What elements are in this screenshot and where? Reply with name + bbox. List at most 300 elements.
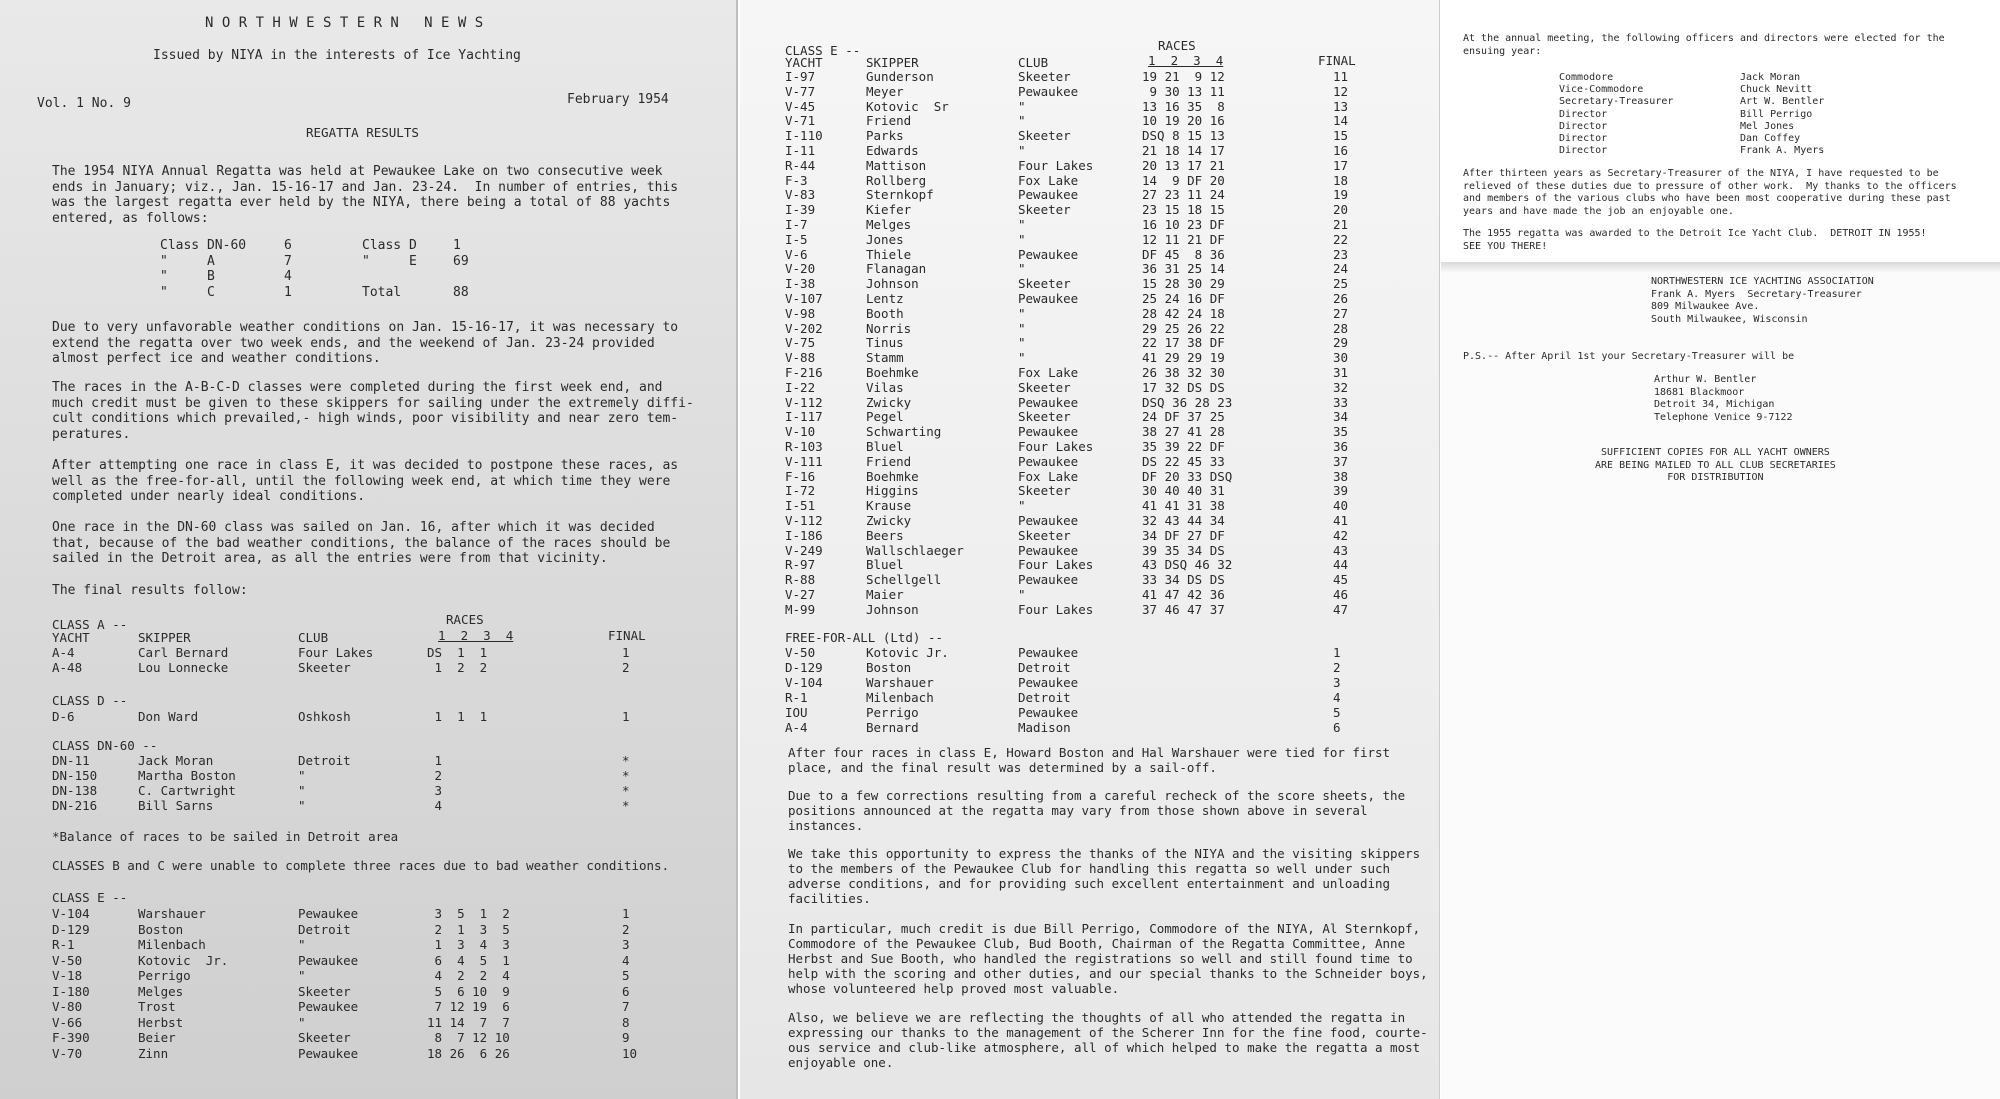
races-cell: 43 DSQ 46 32 [1142,557,1233,573]
final-cell: 7 [622,999,630,1014]
officer-title: Secretary-Treasurer [1559,96,1674,108]
club-cell: Pewaukee [1018,187,1079,203]
yacht-cell: I-51 [785,498,816,514]
club-cell: Detroit [298,753,351,768]
yacht-cell: DN-11 [52,753,90,768]
races-cell: 28 42 24 18 [1142,305,1225,321]
final-cell: 23 [1333,246,1349,262]
club-cell: Skeeter [298,1030,351,1045]
club-cell: Pewaukee [298,999,359,1014]
yacht-cell: F-16 [785,468,816,484]
yacht-cell: V-75 [785,335,816,351]
club-cell: Skeeter [298,660,351,675]
final-cell: 39 [1333,483,1349,499]
ffa-title: FREE-FOR-ALL (Ltd) -- [785,630,944,645]
entry-cell: Total [362,284,402,300]
races-cell: DS 22 45 33 [1142,453,1225,469]
club-cell: Four Lakes [1018,439,1094,454]
skipper-cell: Bill Sarns [138,798,214,813]
skipper-cell: Tinus [866,335,904,351]
yacht-cell: M-99 [785,601,816,617]
final-cell: 6 [622,983,630,999]
section-heading: REGATTA RESULTS [306,125,419,140]
skipper-cell: Krause [866,498,912,514]
skipper-cell: Jones [866,231,904,247]
final-cell: 41 [1333,513,1349,528]
skipper-cell: Beers [866,527,904,543]
club-cell: " [1018,305,1026,321]
skipper-cell: Herbst [138,1014,184,1030]
credit-paragraph: In particular, much credit is due Bill Perrigo, Commodore of the NIYA, Al Sternkopf, Commodore of the Pewaukee Club, Bud Booth, Chairman of the Regatta Committee, Anne Herbst and Sue Booth, who handled the registrations so well and still found time to help with the scoring and other duties, and our special thanks to the Schneider boys, whose volunteered help proved most valuable. [788,921,1428,996]
entry-cell: 1 [453,238,461,253]
club-cell: " [298,1014,306,1030]
final-cell: 2 [622,660,630,675]
yacht-cell: R-1 [52,937,75,952]
races-cell: 41 41 31 38 [1142,498,1225,514]
races-cell: 19 21 9 12 [1142,69,1225,84]
races-cell: DF 45 8 36 [1142,246,1225,262]
club-cell: Pewaukee [1018,424,1079,440]
yacht-cell: R-97 [785,557,816,573]
class-dn60-title: CLASS DN-60 -- [52,738,158,753]
skipper-cell: Perrigo [866,705,919,720]
final-cell: 30 [1333,350,1349,366]
final-cell: 14 [1333,113,1349,129]
skipper-cell: Schwarting [866,424,942,440]
races-cell: 15 28 30 29 [1142,276,1225,292]
final-cell: 2 [1333,660,1341,675]
races-cell: DF 20 33 DSQ [1142,468,1233,484]
races-cell: 2 [427,768,443,783]
club-cell: Pewaukee [1018,705,1079,720]
final-cell: * [622,783,630,798]
club-cell: Pewaukee [1018,675,1079,690]
skipper-cell: Mattison [866,157,927,173]
skipper-cell: Bernard [866,720,919,735]
entry-cell: " C [160,284,215,300]
resignation-paragraph: After thirteen years as Secretary-Treasurer of the NIYA, I have requested to be relieved of these duties due to pressure of other work. My thanks to the officers and members of the various clubs who have been most cooperative during these past years and have made the job an enjoyable one. [1463,168,1957,217]
entry-cell: " B [160,269,215,284]
club-cell: Skeeter [1018,527,1071,543]
yacht-cell: I-97 [785,69,816,84]
skipper-cell: Bluel [866,439,904,454]
final-cell: 44 [1333,557,1349,573]
skipper-cell: Schellgell [866,572,942,588]
skipper-cell: Melges [138,983,184,999]
newsletter-page-2 [740,0,1440,1099]
skipper-cell: Zwicky [866,513,912,528]
final-cell: 1 [622,709,630,724]
club-cell: Skeeter [1018,483,1071,499]
races-cell: 3 [427,783,443,798]
races-cell: 22 17 38 DF [1142,335,1225,351]
club-cell: Pewaukee [1018,645,1079,660]
skipper-cell: Kotovic Jr. [866,645,949,660]
final-cell: 36 [1333,439,1349,454]
officer-name: Bill Perrigo [1740,108,1813,120]
skipper-cell: Perrigo [138,968,191,983]
final-cell: 3 [622,937,630,952]
club-cell: Pewaukee [298,906,359,921]
races-cell: 14 9 DF 20 [1142,172,1225,188]
races-cell: 8 7 12 10 [427,1030,510,1045]
yacht-cell: V-70 [52,1045,83,1061]
skipper-cell: Booth [866,305,904,321]
skipper-cell: Milenbach [866,690,934,705]
yacht-cell: DN-216 [52,798,98,813]
races-cell: 37 46 47 37 [1142,601,1225,617]
yacht-cell: V-111 [785,453,823,469]
yacht-header: YACHT [785,55,823,70]
club-header: CLUB [1018,55,1049,70]
issue-date: February 1954 [567,92,669,107]
races-cell: 38 27 41 28 [1142,424,1225,440]
yacht-cell: V-83 [785,187,816,203]
club-cell: Pewaukee [1018,542,1079,558]
final-cell: 19 [1333,187,1349,203]
final-cell: 15 [1333,128,1349,144]
final-header: FINAL [608,628,646,643]
club-cell: Detroit [298,921,351,937]
club-cell: Pewaukee [1018,246,1079,262]
skipper-cell: Carl Bernard [138,645,229,660]
skipper-cell: Warshauer [138,906,206,921]
skipper-cell: Edwards [866,143,919,158]
tie-paragraph: After four races in class E, Howard Boston and Hal Warshauer were tied for first place, and the final result was determined by a sail-off. [788,745,1391,775]
skipper-cell: Johnson [866,601,919,617]
entry-cell: Class DN-60 [160,238,247,253]
skipper-cell: Boehmke [866,468,919,484]
races-header: RACES [1158,38,1196,53]
races-cell: 25 24 16 DF [1142,291,1225,306]
entry-cell: 69 [453,253,469,269]
officer-title: Director [1559,133,1608,144]
yacht-cell: I-110 [785,128,823,144]
final-cell: 8 [622,1014,630,1030]
races-cell: 4 [427,798,443,813]
entry-cell: 4 [284,269,292,284]
yacht-cell: V-88 [785,350,816,366]
skipper-cell: Thiele [866,246,912,262]
yacht-cell: R-88 [785,572,816,588]
entry-cell: " E [362,253,417,269]
skipper-cell: C. Cartwright [138,783,236,798]
final-cell: 2 [622,921,630,937]
club-cell: " [1018,98,1026,114]
newsletter-page-3 [1441,0,2000,1099]
skipper-cell: Boehmke [866,365,919,380]
skipper-header: SKIPPER [866,55,919,70]
final-cell: 5 [622,968,630,983]
newsletter-page-1 [0,0,738,1099]
club-cell: Pewaukee [1018,572,1079,588]
club-cell: " [1018,143,1026,158]
races-cell: 2 1 3 5 [427,921,510,937]
races-cell: 10 19 20 16 [1142,113,1225,129]
officer-title: Vice-Commodore [1559,84,1644,96]
yacht-cell: F-3 [785,172,808,188]
yacht-cell: I-186 [785,527,823,543]
yacht-cell: I-117 [785,409,823,425]
officer-name: Mel Jones [1740,120,1795,132]
club-cell: Skeeter [1018,276,1071,292]
races-cell: 12 11 21 DF [1142,231,1225,247]
club-cell: Skeeter [1018,128,1071,144]
yacht-cell: V-50 [52,952,83,968]
skipper-cell: Kotovic Sr [866,98,949,114]
yacht-cell: I-7 [785,217,808,232]
club-cell: " [1018,498,1026,514]
races-cell: 41 29 29 19 [1142,350,1225,366]
classes-bc-note: CLASSES B and C were unable to complete three races due to bad weather conditions. [52,858,670,873]
postscript: P.S.-- After April 1st your Secretary-Treasurer will be [1463,351,1795,362]
intro-paragraph: The 1954 NIYA Annual Regatta was held at Pewaukee Lake on two consecutive week ends in January; viz., Jan. 15-16-17 and Jan. 23-24. In number of entries, this was the largest regatta ever held by the NIYA, there being a total of 88 yachts entered, as follows: [52,164,679,226]
club-cell: Detroit [1018,690,1071,705]
club-cell: " [1018,350,1026,366]
new-secretary-address: Arthur W. Bentler 18681 Blackmoor Detroit 34, Michigan Telephone Venice 9-7122 [1654,374,1793,423]
yacht-cell: I-11 [785,143,816,158]
entry-cell: " A [160,253,215,269]
final-cell: 21 [1333,217,1349,232]
races-cell: 9 30 13 11 [1142,83,1225,99]
yacht-cell: I-38 [785,276,816,292]
final-cell: 29 [1333,335,1349,351]
skipper-cell: Jack Moran [138,753,214,768]
races-cell: 30 40 40 31 [1142,483,1225,499]
final-cell: 12 [1333,83,1349,99]
skipper-cell: Norris [866,320,912,336]
skipper-cell: Melges [866,217,912,232]
final-cell: 26 [1333,291,1349,306]
final-cell: * [622,798,630,813]
skipper-cell: Trost [138,999,176,1014]
masthead: N O R T H W E S T E R N N E W S [205,15,484,31]
class-e-paragraph: After attempting one race in class E, it was decided to postpone these races, as well as the free-for-all, until the following week end, at which time they were completed under nearly ideal conditions. [52,458,679,504]
races-cell: DSQ 36 28 23 [1142,394,1233,410]
club-cell: Four Lakes [1018,601,1094,617]
officer-title: Director [1559,145,1608,157]
yacht-cell: V-107 [785,291,823,306]
skipper-cell: Bluel [866,557,904,573]
skipper-cell: Martha Boston [138,768,236,783]
skipper-cell: Maier [866,587,904,602]
yacht-cell: F-216 [785,365,823,380]
weather-paragraph: Due to very unfavorable weather conditions on Jan. 15-16-17, it was necessary to extend the regatta over two week ends, and the weekend of Jan. 23-24 provided almost perfect ice and weather conditions. [52,320,679,366]
final-cell: 24 [1333,261,1349,277]
skipper-cell: Vilas [866,379,904,395]
final-header: FINAL [1318,53,1356,68]
club-cell: " [1018,261,1026,277]
club-cell: Fox Lake [1018,365,1079,380]
club-cell: Four Lakes [1018,157,1094,173]
entry-cell: 88 [453,284,469,300]
club-cell: " [1018,231,1026,247]
entry-cell: Class D [362,238,417,253]
officer-name: Frank A. Myers [1740,145,1825,157]
skipper-cell: Don Ward [138,709,199,724]
club-cell: " [1018,320,1026,336]
club-cell: " [1018,335,1026,351]
races-cell: 11 14 7 7 [427,1014,510,1030]
skipper-cell: Pegel [866,409,904,425]
yacht-cell: V-112 [785,513,823,528]
final-cell: 1 [1333,645,1341,660]
final-cell: 25 [1333,276,1349,292]
thanks-paragraph: We take this opportunity to express the thanks of the NIYA and the visiting skippers to the members of the Pewaukee Club for handling this regatta so well under such adverse conditions, and for providing such excellent entertainment and unloading facilities. [788,846,1421,906]
officer-name: Chuck Nevitt [1740,84,1813,96]
races-cell: 6 4 5 1 [427,952,510,968]
race-numbers-header: 1 2 3 4 [438,628,514,643]
class-a-title: CLASS A -- [52,617,128,632]
yacht-cell: DN-150 [52,768,98,783]
final-cell: 42 [1333,527,1349,543]
races-cell: 32 43 44 34 [1142,513,1225,528]
yacht-cell: DN-138 [52,783,98,798]
officer-name: Jack Moran [1740,72,1801,83]
final-cell: 1 [622,645,630,660]
club-cell: " [298,968,306,983]
entry-cell: 1 [284,284,292,300]
skipper-cell: Lentz [866,291,904,306]
club-cell: Four Lakes [1018,557,1094,573]
club-cell: Skeeter [1018,69,1071,84]
club-cell: " [1018,587,1026,602]
officer-name: Dan Coffey [1740,133,1801,144]
final-cell: 10 [622,1045,638,1061]
yacht-cell: V-10 [785,424,816,440]
yacht-cell: R-1 [785,690,808,705]
yacht-cell: I-39 [785,202,816,218]
final-cell: 13 [1333,98,1349,114]
entry-cell: 6 [284,238,292,253]
races-cell: 34 DF 27 DF [1142,527,1225,543]
skipper-cell: Rollberg [866,172,927,188]
final-cell: * [622,753,630,768]
yacht-cell: V-27 [785,587,816,602]
footnote: *Balance of races to be sailed in Detroit area [52,829,399,844]
races-cell: 35 39 22 DF [1142,439,1225,454]
final-cell: 22 [1333,231,1349,247]
club-cell: Skeeter [1018,409,1071,425]
entry-cell: 7 [284,253,292,269]
final-cell: 11 [1333,69,1349,84]
skipper-cell: Kiefer [866,202,912,218]
club-cell: Skeeter [1018,202,1071,218]
yacht-cell: V-6 [785,246,808,262]
officer-title: Director [1559,108,1608,120]
skipper-cell: Sternkopf [866,187,934,203]
final-cell: 46 [1333,587,1349,602]
races-cell: 18 26 6 26 [427,1045,510,1061]
final-cell: 16 [1333,143,1349,158]
races-cell: 7 12 19 6 [427,999,510,1014]
club-cell: Oshkosh [298,709,351,724]
races-cell: 1 2 2 [427,660,488,675]
final-cell: 9 [622,1030,630,1045]
yacht-cell: V-71 [785,113,816,129]
club-cell: Pewaukee [298,1045,359,1061]
final-cell: 40 [1333,498,1349,514]
skipper-cell: Milenbach [138,937,206,952]
yacht-cell: V-20 [785,261,816,277]
skipper-cell: Higgins [866,483,919,499]
subtitle: Issued by NIYA in the interests of Ice Yachting [153,48,521,63]
races-cell: 20 13 17 21 [1142,157,1225,173]
yacht-cell: I-22 [785,379,816,395]
club-cell: " [298,768,306,783]
officer-title: Commodore [1559,72,1614,83]
races-cell: 1 1 1 [427,709,488,724]
club-cell: Four Lakes [298,645,374,660]
skipper-cell: Lou Lonnecke [138,660,229,675]
yacht-cell: A-48 [52,660,83,675]
skipper-cell: Stamm [866,350,904,366]
skipper-cell: Gunderson [866,69,934,84]
club-cell: Fox Lake [1018,172,1079,188]
final-cell: 31 [1333,365,1349,380]
club-cell: " [1018,113,1026,129]
races-cell: 24 DF 37 25 [1142,409,1225,425]
dn60-paragraph: One race in the DN-60 class was sailed on Jan. 16, after which it was decided that, because of the bad weather conditions, the balance of the races should be sailed in the Detroit area, as all the entries were from that vicinity. [52,520,671,566]
yacht-cell: V-104 [52,906,90,921]
club-cell: Madison [1018,720,1071,735]
final-cell: 47 [1333,601,1349,617]
club-cell: Pewaukee [298,952,359,968]
yacht-cell: I-180 [52,983,90,999]
yacht-cell: D-129 [52,921,90,937]
yacht-cell: A-4 [52,645,75,660]
regatta-1955-paragraph: The 1955 regatta was awarded to the Detroit Ice Yacht Club. DETROIT IN 1955! SEE YOU THERE! [1463,228,1927,252]
races-cell: 4 2 2 4 [427,968,510,983]
final-cell: * [622,768,630,783]
skipper-cell: Flanagan [866,261,927,277]
yacht-cell: F-390 [52,1030,90,1045]
skipper-cell: Boston [138,921,184,937]
final-cell: 6 [1333,720,1341,735]
final-cell: 4 [1333,690,1341,705]
skipper-cell: Meyer [866,83,904,99]
yacht-cell: V-249 [785,542,823,558]
final-cell: 20 [1333,202,1349,218]
races-cell: 3 5 1 2 [427,906,510,921]
yacht-cell: R-103 [785,439,823,454]
class-e-title: CLASS E -- [785,43,861,58]
yacht-cell: V-45 [785,98,816,114]
volume-number: Vol. 1 No. 9 [37,96,131,111]
skipper-cell: Kotovic Jr. [138,952,229,968]
abcd-paragraph: The races in the A-B-C-D classes were completed during the first week end, and much credit must be given to these skippers for sailing under the extremely diffi- cult conditions which prevailed,- high winds, poor visibility and near zero tem- peratures. [52,380,694,442]
class-e_part-title: CLASS E -- [52,890,128,905]
meeting-intro: At the annual meeting, the following officers and directors were elected for the ensuing year: [1463,33,1945,57]
final-cell: 34 [1333,409,1349,425]
races-cell: DS 1 1 [427,645,488,660]
club-cell: Skeeter [298,983,351,999]
races-cell: 27 23 11 24 [1142,187,1225,203]
club-header: CLUB [298,630,329,645]
skipper-cell: Beier [138,1030,176,1045]
yacht-cell: V-80 [52,999,83,1014]
club-cell: Pewaukee [1018,291,1079,306]
skipper-cell: Friend [866,453,912,469]
races-cell: 5 6 10 9 [427,983,510,999]
skipper-cell: Zinn [138,1045,169,1061]
club-cell: " [298,798,306,813]
skipper-cell: Warshauer [866,675,934,690]
races-cell: 17 32 DS DS [1142,379,1225,395]
officer-name: Art W. Bentler [1740,96,1825,108]
yacht-cell: I-72 [785,483,816,499]
final-cell: 32 [1333,379,1349,395]
